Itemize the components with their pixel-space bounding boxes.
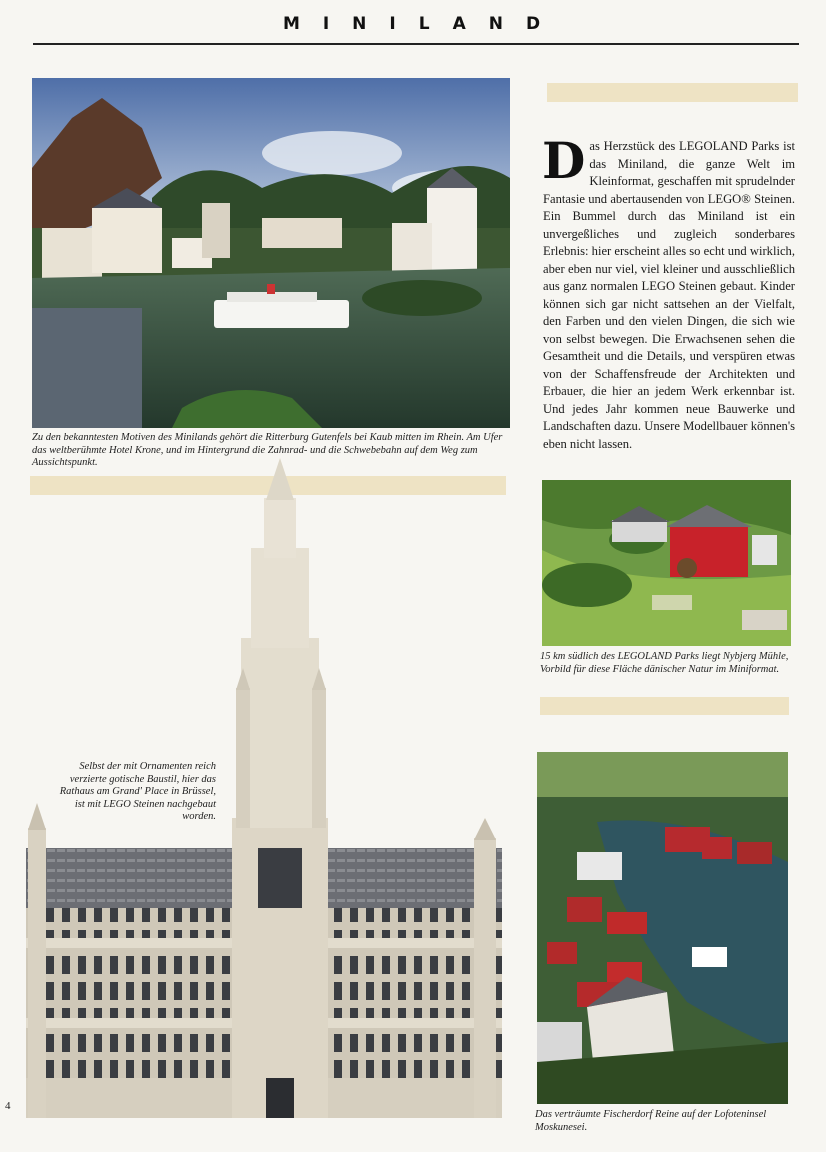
decorative-band xyxy=(547,83,798,102)
article-body xyxy=(542,131,795,453)
town-hall-photo xyxy=(26,458,502,1118)
dropcap-letter: D xyxy=(542,131,586,190)
miniland-rhine-photo xyxy=(32,78,510,428)
watermill-photo xyxy=(542,480,791,646)
page-number: 4 xyxy=(5,1100,11,1112)
fishing-village-caption: Das verträumte Fischerdorf Reine auf der Lofoteninsel Moskunesei. xyxy=(535,1109,767,1133)
article-text: as Herzstück des LEGOLAND Parks ist das Miniland, die ganze Welt im Kleinformat, geschaffen mit sprudelnder Fantasie und abertausenden von LEGO® Steinen. Ein Bummel durch das Miniland ist ein unvergeßliches und zugleich sonderbares Erlebnis: hier erscheint alles so echt und wirklich, aber eben nur viel, viel kleiner und ausschließlich aus ganz normalen LEGO Steinen gebaut. Kinder können sich gar nicht sattsehen an der Vielfalt, den Farben und den vielen Dingen, die sich wie von selbst bewegen. Die Erwachsenen sehen die Gesamtheit und die Details, und verspüren etwas von der Schaffensfreude der Architekten und Erbauer, die hier an jedem Werk erkennbar ist. Und jedes Jahr kommen neue Bauwerke und Landschaften dazu. Unsere Modellbauer können's eben nicht lassen. xyxy=(543,139,795,451)
watermill-photo-caption: 15 km südlich des LEGOLAND Parks liegt Nybjerg Mühle, Vorbild für diese Fläche dänischer Natur im Miniformat. xyxy=(540,651,789,675)
decorative-band xyxy=(540,697,789,715)
town-hall-caption: Selbst der mit Ornamenten reich verzierte gotische Baustil, hier das Rathaus am Grand' Place in Brüssel, ist mit LEGO Steinen nachgebaut worden. xyxy=(59,761,216,822)
rhine-photo-caption: Zu den bekanntesten Motiven des Minilands gehört die Ritterburg Gutenfels bei Kaub mitten im Rhein. Am Ufer das weltberühmte Hotel Krone, und im Hintergrund die Zahnrad- und die Schwebebahn auf dem Weg zum Aussichtspunkt. xyxy=(32,432,503,468)
fishing-village-photo xyxy=(537,752,788,1104)
header-rule xyxy=(33,43,799,45)
page-header-title: MINILAND xyxy=(282,14,564,34)
